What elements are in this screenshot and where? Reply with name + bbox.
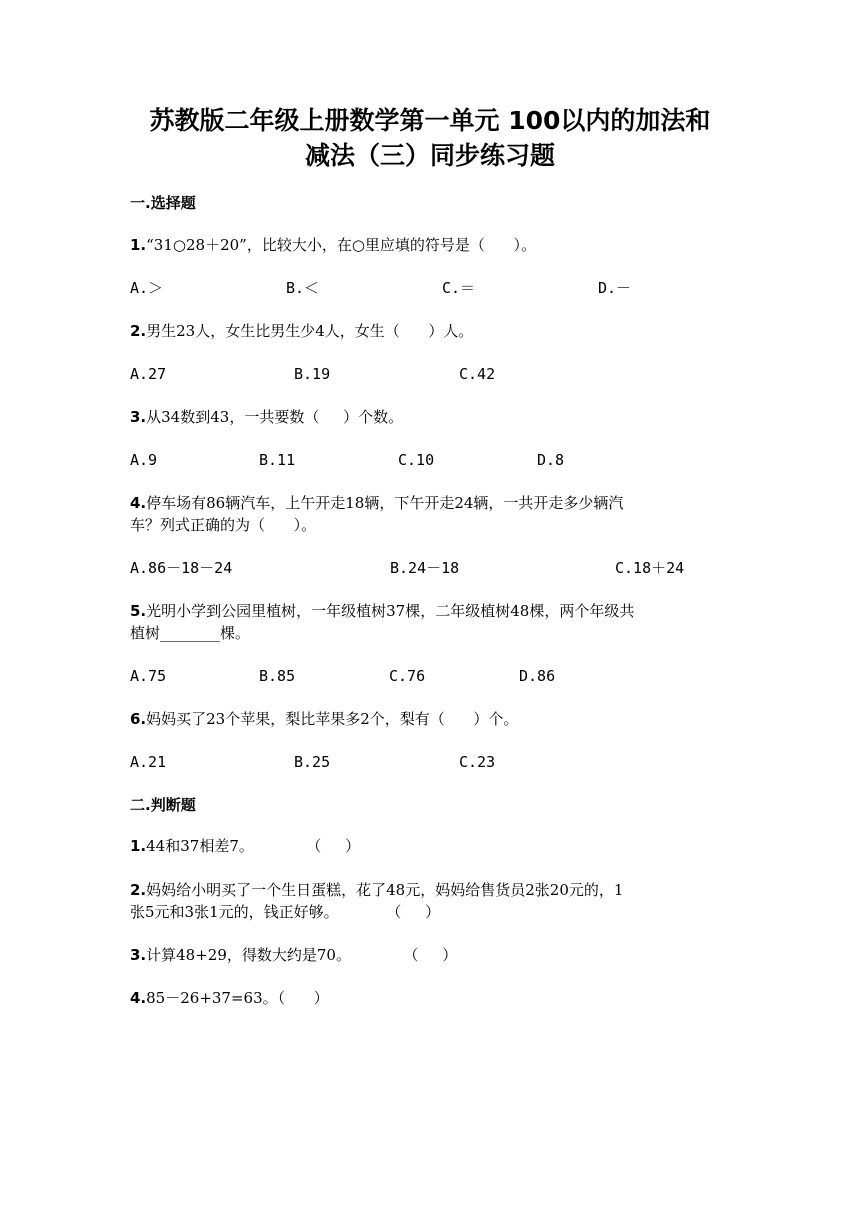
option-c: C.10 <box>398 451 435 469</box>
question-number: 6. <box>130 710 147 728</box>
question-number: 1. <box>130 837 147 855</box>
option-d: D.86 <box>519 667 556 685</box>
option-b: B.24－18 <box>390 559 460 577</box>
page-title <box>100 103 760 173</box>
section-heading-true-false: 二.判断题 <box>130 796 196 814</box>
option-c: C.42 <box>459 365 496 383</box>
question-4-line-2: 车？列式正确的为（ ）。 <box>130 516 317 534</box>
question-text: 85－26+37=63。（ ） <box>146 989 329 1007</box>
judge-question-1 <box>130 835 360 857</box>
option-a: A.27 <box>130 365 167 383</box>
option-c: C.76 <box>389 667 426 685</box>
question-1 <box>130 234 536 256</box>
judge-question-2 <box>130 879 623 901</box>
judge-question-2-line-2: 张5元和3张1元的，钱正好够。 （ ） <box>130 903 441 921</box>
question-number: 4. <box>130 494 147 512</box>
question-text: 从34数到43，一共要数（ ）个数。 <box>146 408 404 426</box>
question-number: 3. <box>130 946 147 964</box>
option-b: B.11 <box>259 451 296 469</box>
question-text: 妈妈给小明买了一个生日蛋糕，花了48元，妈妈给售货员2张20元的，1 <box>146 881 624 899</box>
option-a: A.86－18－24 <box>130 559 233 577</box>
option-a: A.＞ <box>130 279 164 297</box>
option-b: B.＜ <box>286 279 320 297</box>
option-c: C.23 <box>459 753 496 771</box>
section-heading-choice: 一.选择题 <box>130 194 196 212</box>
question-number: 2. <box>130 881 147 899</box>
question-4 <box>130 492 623 514</box>
option-d: D.－ <box>598 279 632 297</box>
option-a: A.9 <box>130 451 158 469</box>
question-number: 5. <box>130 602 147 620</box>
option-a: A.75 <box>130 667 167 685</box>
question-5 <box>130 600 634 622</box>
question-2 <box>130 320 473 342</box>
option-c: C.＝ <box>442 279 476 297</box>
option-b: B.25 <box>294 753 331 771</box>
option-c: C.18＋24 <box>615 559 685 577</box>
question-text: 计算48+29，得数大约是70。 （ ） <box>146 946 458 964</box>
judge-question-4 <box>130 987 329 1009</box>
question-number: 4. <box>130 989 147 1007</box>
question-number: 2. <box>130 322 147 340</box>
option-d: D.8 <box>537 451 565 469</box>
option-b: B.19 <box>294 365 331 383</box>
question-number: 3. <box>130 408 147 426</box>
question-text: 光明小学到公园里植树，一年级植树37棵，二年级植树48棵，两个年级共 <box>146 602 635 620</box>
option-b: B.85 <box>259 667 296 685</box>
option-a: A.21 <box>130 753 167 771</box>
title-line-2: 减法（三）同步练习题 <box>304 141 555 170</box>
question-6 <box>130 708 518 730</box>
question-text: “31○28＋20”，比较大小，在○里应填的符号是（ ）。 <box>146 236 537 254</box>
question-5-line-2: 植树________棵。 <box>130 624 251 642</box>
title-line-1: 苏教版二年级上册数学第一单元 100以内的加法和 <box>149 106 711 135</box>
question-text: 停车场有86辆汽车，上午开走18辆，下午开走24辆，一共开走多少辆汽 <box>146 494 624 512</box>
question-text: 男生23人，女生比男生少4人，女生（ ）人。 <box>146 322 474 340</box>
judge-question-3 <box>130 944 457 966</box>
question-text: 44和37相差7。 （ ） <box>146 837 361 855</box>
question-number: 1. <box>130 236 147 254</box>
question-text: 妈妈买了23个苹果，梨比苹果多2个，梨有（ ）个。 <box>146 710 519 728</box>
question-3 <box>130 406 403 428</box>
